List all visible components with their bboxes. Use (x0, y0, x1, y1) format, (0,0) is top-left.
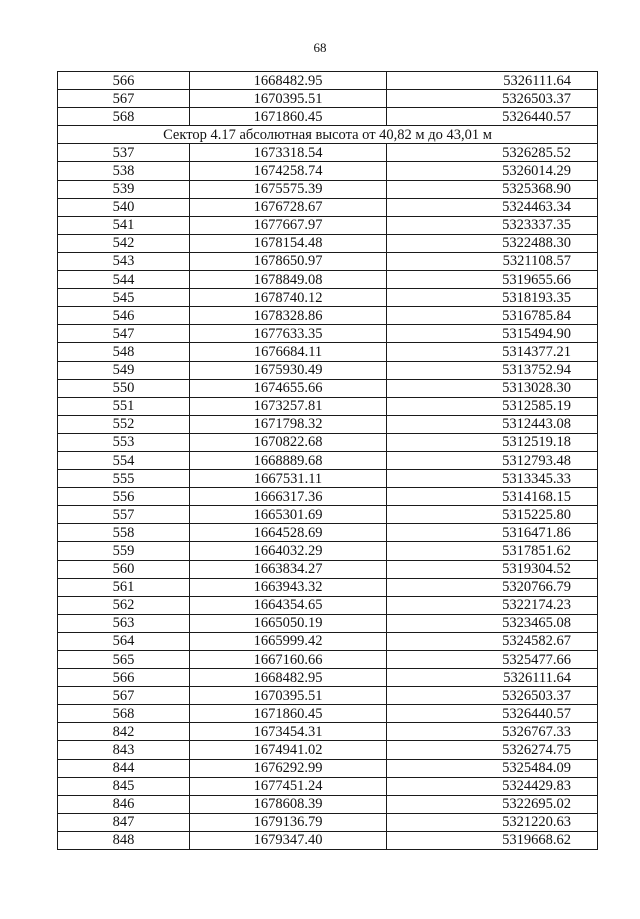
point-number-cell: 555 (58, 470, 190, 488)
x-coordinate-cell: 1679347.40 (190, 831, 387, 849)
x-coordinate-cell: 1678328.86 (190, 307, 387, 325)
point-number-cell: 550 (58, 379, 190, 397)
y-coordinate-cell: 5325477.66 (387, 651, 598, 669)
section-row (58, 126, 598, 144)
table-row (58, 234, 598, 252)
point-number-cell: 559 (58, 542, 190, 560)
y-coordinate-cell: 5326285.52 (387, 144, 598, 162)
y-coordinate-cell: 5324429.83 (387, 777, 598, 795)
point-number-cell: 554 (58, 451, 190, 469)
point-number-cell: 567 (58, 687, 190, 705)
table-row (58, 759, 598, 777)
y-coordinate-cell: 5312793.48 (387, 451, 598, 469)
y-coordinate-cell: 5320766.79 (387, 578, 598, 596)
point-number-cell: 845 (58, 777, 190, 795)
x-coordinate-cell: 1665050.19 (190, 614, 387, 632)
x-coordinate-cell: 1663943.32 (190, 578, 387, 596)
x-coordinate-cell: 1674941.02 (190, 741, 387, 759)
x-coordinate-cell: 1679136.79 (190, 813, 387, 831)
y-coordinate-cell: 5326274.75 (387, 741, 598, 759)
table-row (58, 271, 598, 289)
y-coordinate-cell: 5316471.86 (387, 524, 598, 542)
table-row (58, 723, 598, 741)
table-row (58, 325, 598, 343)
y-coordinate-cell: 5326111.64 (387, 669, 598, 687)
y-coordinate-cell: 5319655.66 (387, 271, 598, 289)
section-header (58, 126, 598, 144)
y-coordinate-cell: 5316785.84 (387, 307, 598, 325)
point-number-cell: 847 (58, 813, 190, 831)
x-coordinate-cell: 1670395.51 (190, 90, 387, 108)
point-number-cell: 843 (58, 741, 190, 759)
y-coordinate-cell: 5323337.35 (387, 216, 598, 234)
table-row (58, 831, 598, 849)
point-number-cell: 848 (58, 831, 190, 849)
x-coordinate-cell: 1664032.29 (190, 542, 387, 560)
x-coordinate-cell: 1665301.69 (190, 506, 387, 524)
point-number-cell: 548 (58, 343, 190, 361)
table-body-before-section (58, 72, 598, 126)
x-coordinate-cell: 1673454.31 (190, 723, 387, 741)
table-row (58, 252, 598, 270)
y-coordinate-cell: 5325368.90 (387, 180, 598, 198)
point-number-cell: 545 (58, 289, 190, 307)
y-coordinate-cell: 5314168.15 (387, 488, 598, 506)
point-number-cell: 563 (58, 614, 190, 632)
table-row (58, 705, 598, 723)
table-row (58, 343, 598, 361)
point-number-cell: 538 (58, 162, 190, 180)
table-row (58, 470, 598, 488)
table-row (58, 669, 598, 687)
point-number-cell: 552 (58, 415, 190, 433)
table-row (58, 488, 598, 506)
x-coordinate-cell: 1674258.74 (190, 162, 387, 180)
x-coordinate-cell: 1677633.35 (190, 325, 387, 343)
table-row (58, 90, 598, 108)
table-row (58, 361, 598, 379)
y-coordinate-cell: 5326440.57 (387, 108, 598, 126)
point-number-cell: 544 (58, 271, 190, 289)
section-title: Сектор 4.17 абсолютная высота от 40,82 м до 43,01 м (58, 126, 598, 144)
x-coordinate-cell: 1667160.66 (190, 651, 387, 669)
table-row (58, 451, 598, 469)
table-row (58, 777, 598, 795)
x-coordinate-cell: 1670395.51 (190, 687, 387, 705)
y-coordinate-cell: 5317851.62 (387, 542, 598, 560)
point-number-cell: 564 (58, 632, 190, 650)
x-coordinate-cell: 1664354.65 (190, 596, 387, 614)
table-row (58, 72, 598, 90)
x-coordinate-cell: 1665999.42 (190, 632, 387, 650)
point-number-cell: 560 (58, 560, 190, 578)
x-coordinate-cell: 1668482.95 (190, 72, 387, 90)
point-number-cell: 568 (58, 705, 190, 723)
table-row (58, 180, 598, 198)
point-number-cell: 561 (58, 578, 190, 596)
point-number-cell: 566 (58, 669, 190, 687)
x-coordinate-cell: 1671798.32 (190, 415, 387, 433)
point-number-cell: 541 (58, 216, 190, 234)
point-number-cell: 549 (58, 361, 190, 379)
point-number-cell: 846 (58, 795, 190, 813)
x-coordinate-cell: 1666317.36 (190, 488, 387, 506)
table-row (58, 524, 598, 542)
y-coordinate-cell: 5324463.34 (387, 198, 598, 216)
y-coordinate-cell: 5326440.57 (387, 705, 598, 723)
x-coordinate-cell: 1673318.54 (190, 144, 387, 162)
table-row (58, 108, 598, 126)
point-number-cell: 566 (58, 72, 190, 90)
x-coordinate-cell: 1673257.81 (190, 397, 387, 415)
y-coordinate-cell: 5312519.18 (387, 433, 598, 451)
y-coordinate-cell: 5313028.30 (387, 379, 598, 397)
x-coordinate-cell: 1677667.97 (190, 216, 387, 234)
x-coordinate-cell: 1678650.97 (190, 252, 387, 270)
point-number-cell: 540 (58, 198, 190, 216)
x-coordinate-cell: 1676728.67 (190, 198, 387, 216)
y-coordinate-cell: 5326503.37 (387, 90, 598, 108)
point-number-cell: 543 (58, 252, 190, 270)
y-coordinate-cell: 5314377.21 (387, 343, 598, 361)
y-coordinate-cell: 5323465.08 (387, 614, 598, 632)
y-coordinate-cell: 5318193.35 (387, 289, 598, 307)
table-row (58, 415, 598, 433)
point-number-cell: 556 (58, 488, 190, 506)
point-number-cell: 842 (58, 723, 190, 741)
x-coordinate-cell: 1674655.66 (190, 379, 387, 397)
coordinates-table (57, 71, 598, 850)
y-coordinate-cell: 5313752.94 (387, 361, 598, 379)
point-number-cell: 557 (58, 506, 190, 524)
x-coordinate-cell: 1664528.69 (190, 524, 387, 542)
table-row (58, 813, 598, 831)
x-coordinate-cell: 1678154.48 (190, 234, 387, 252)
y-coordinate-cell: 5326767.33 (387, 723, 598, 741)
x-coordinate-cell: 1676292.99 (190, 759, 387, 777)
table-row (58, 433, 598, 451)
page-number: 68 (313, 40, 327, 55)
x-coordinate-cell: 1675575.39 (190, 180, 387, 198)
x-coordinate-cell: 1668889.68 (190, 451, 387, 469)
y-coordinate-cell: 5321220.63 (387, 813, 598, 831)
point-number-cell: 547 (58, 325, 190, 343)
point-number-cell: 844 (58, 759, 190, 777)
y-coordinate-cell: 5319668.62 (387, 831, 598, 849)
x-coordinate-cell: 1671860.45 (190, 108, 387, 126)
point-number-cell: 558 (58, 524, 190, 542)
point-number-cell: 562 (58, 596, 190, 614)
x-coordinate-cell: 1678849.08 (190, 271, 387, 289)
table-row (58, 506, 598, 524)
point-number-cell: 546 (58, 307, 190, 325)
y-coordinate-cell: 5322695.02 (387, 795, 598, 813)
table-row (58, 687, 598, 705)
y-coordinate-cell: 5326503.37 (387, 687, 598, 705)
table-row (58, 614, 598, 632)
x-coordinate-cell: 1663834.27 (190, 560, 387, 578)
x-coordinate-cell: 1667531.11 (190, 470, 387, 488)
y-coordinate-cell: 5321108.57 (387, 252, 598, 270)
table-row (58, 741, 598, 759)
table-row (58, 162, 598, 180)
table-row (58, 596, 598, 614)
table-row (58, 560, 598, 578)
table-row (58, 397, 598, 415)
point-number-cell: 537 (58, 144, 190, 162)
y-coordinate-cell: 5326111.64 (387, 72, 598, 90)
y-coordinate-cell: 5312443.08 (387, 415, 598, 433)
point-number-cell: 567 (58, 90, 190, 108)
y-coordinate-cell: 5315225.80 (387, 506, 598, 524)
x-coordinate-cell: 1670822.68 (190, 433, 387, 451)
y-coordinate-cell: 5312585.19 (387, 397, 598, 415)
table-row (58, 198, 598, 216)
x-coordinate-cell: 1676684.11 (190, 343, 387, 361)
table-row (58, 379, 598, 397)
y-coordinate-cell: 5319304.52 (387, 560, 598, 578)
x-coordinate-cell: 1678608.39 (190, 795, 387, 813)
x-coordinate-cell: 1677451.24 (190, 777, 387, 795)
table-row (58, 651, 598, 669)
y-coordinate-cell: 5322174.23 (387, 596, 598, 614)
point-number-cell: 565 (58, 651, 190, 669)
y-coordinate-cell: 5324582.67 (387, 632, 598, 650)
x-coordinate-cell: 1668482.95 (190, 669, 387, 687)
point-number-cell: 542 (58, 234, 190, 252)
point-number-cell: 539 (58, 180, 190, 198)
y-coordinate-cell: 5326014.29 (387, 162, 598, 180)
point-number-cell: 568 (58, 108, 190, 126)
table-row (58, 632, 598, 650)
x-coordinate-cell: 1675930.49 (190, 361, 387, 379)
table-body-after-section (58, 144, 598, 850)
y-coordinate-cell: 5315494.90 (387, 325, 598, 343)
y-coordinate-cell: 5322488.30 (387, 234, 598, 252)
y-coordinate-cell: 5325484.09 (387, 759, 598, 777)
table-row (58, 307, 598, 325)
table-row (58, 216, 598, 234)
table-row (58, 144, 598, 162)
table-row (58, 578, 598, 596)
x-coordinate-cell: 1671860.45 (190, 705, 387, 723)
point-number-cell: 551 (58, 397, 190, 415)
table-row (58, 795, 598, 813)
table-row (58, 542, 598, 560)
point-number-cell: 553 (58, 433, 190, 451)
x-coordinate-cell: 1678740.12 (190, 289, 387, 307)
y-coordinate-cell: 5313345.33 (387, 470, 598, 488)
table-row (58, 289, 598, 307)
